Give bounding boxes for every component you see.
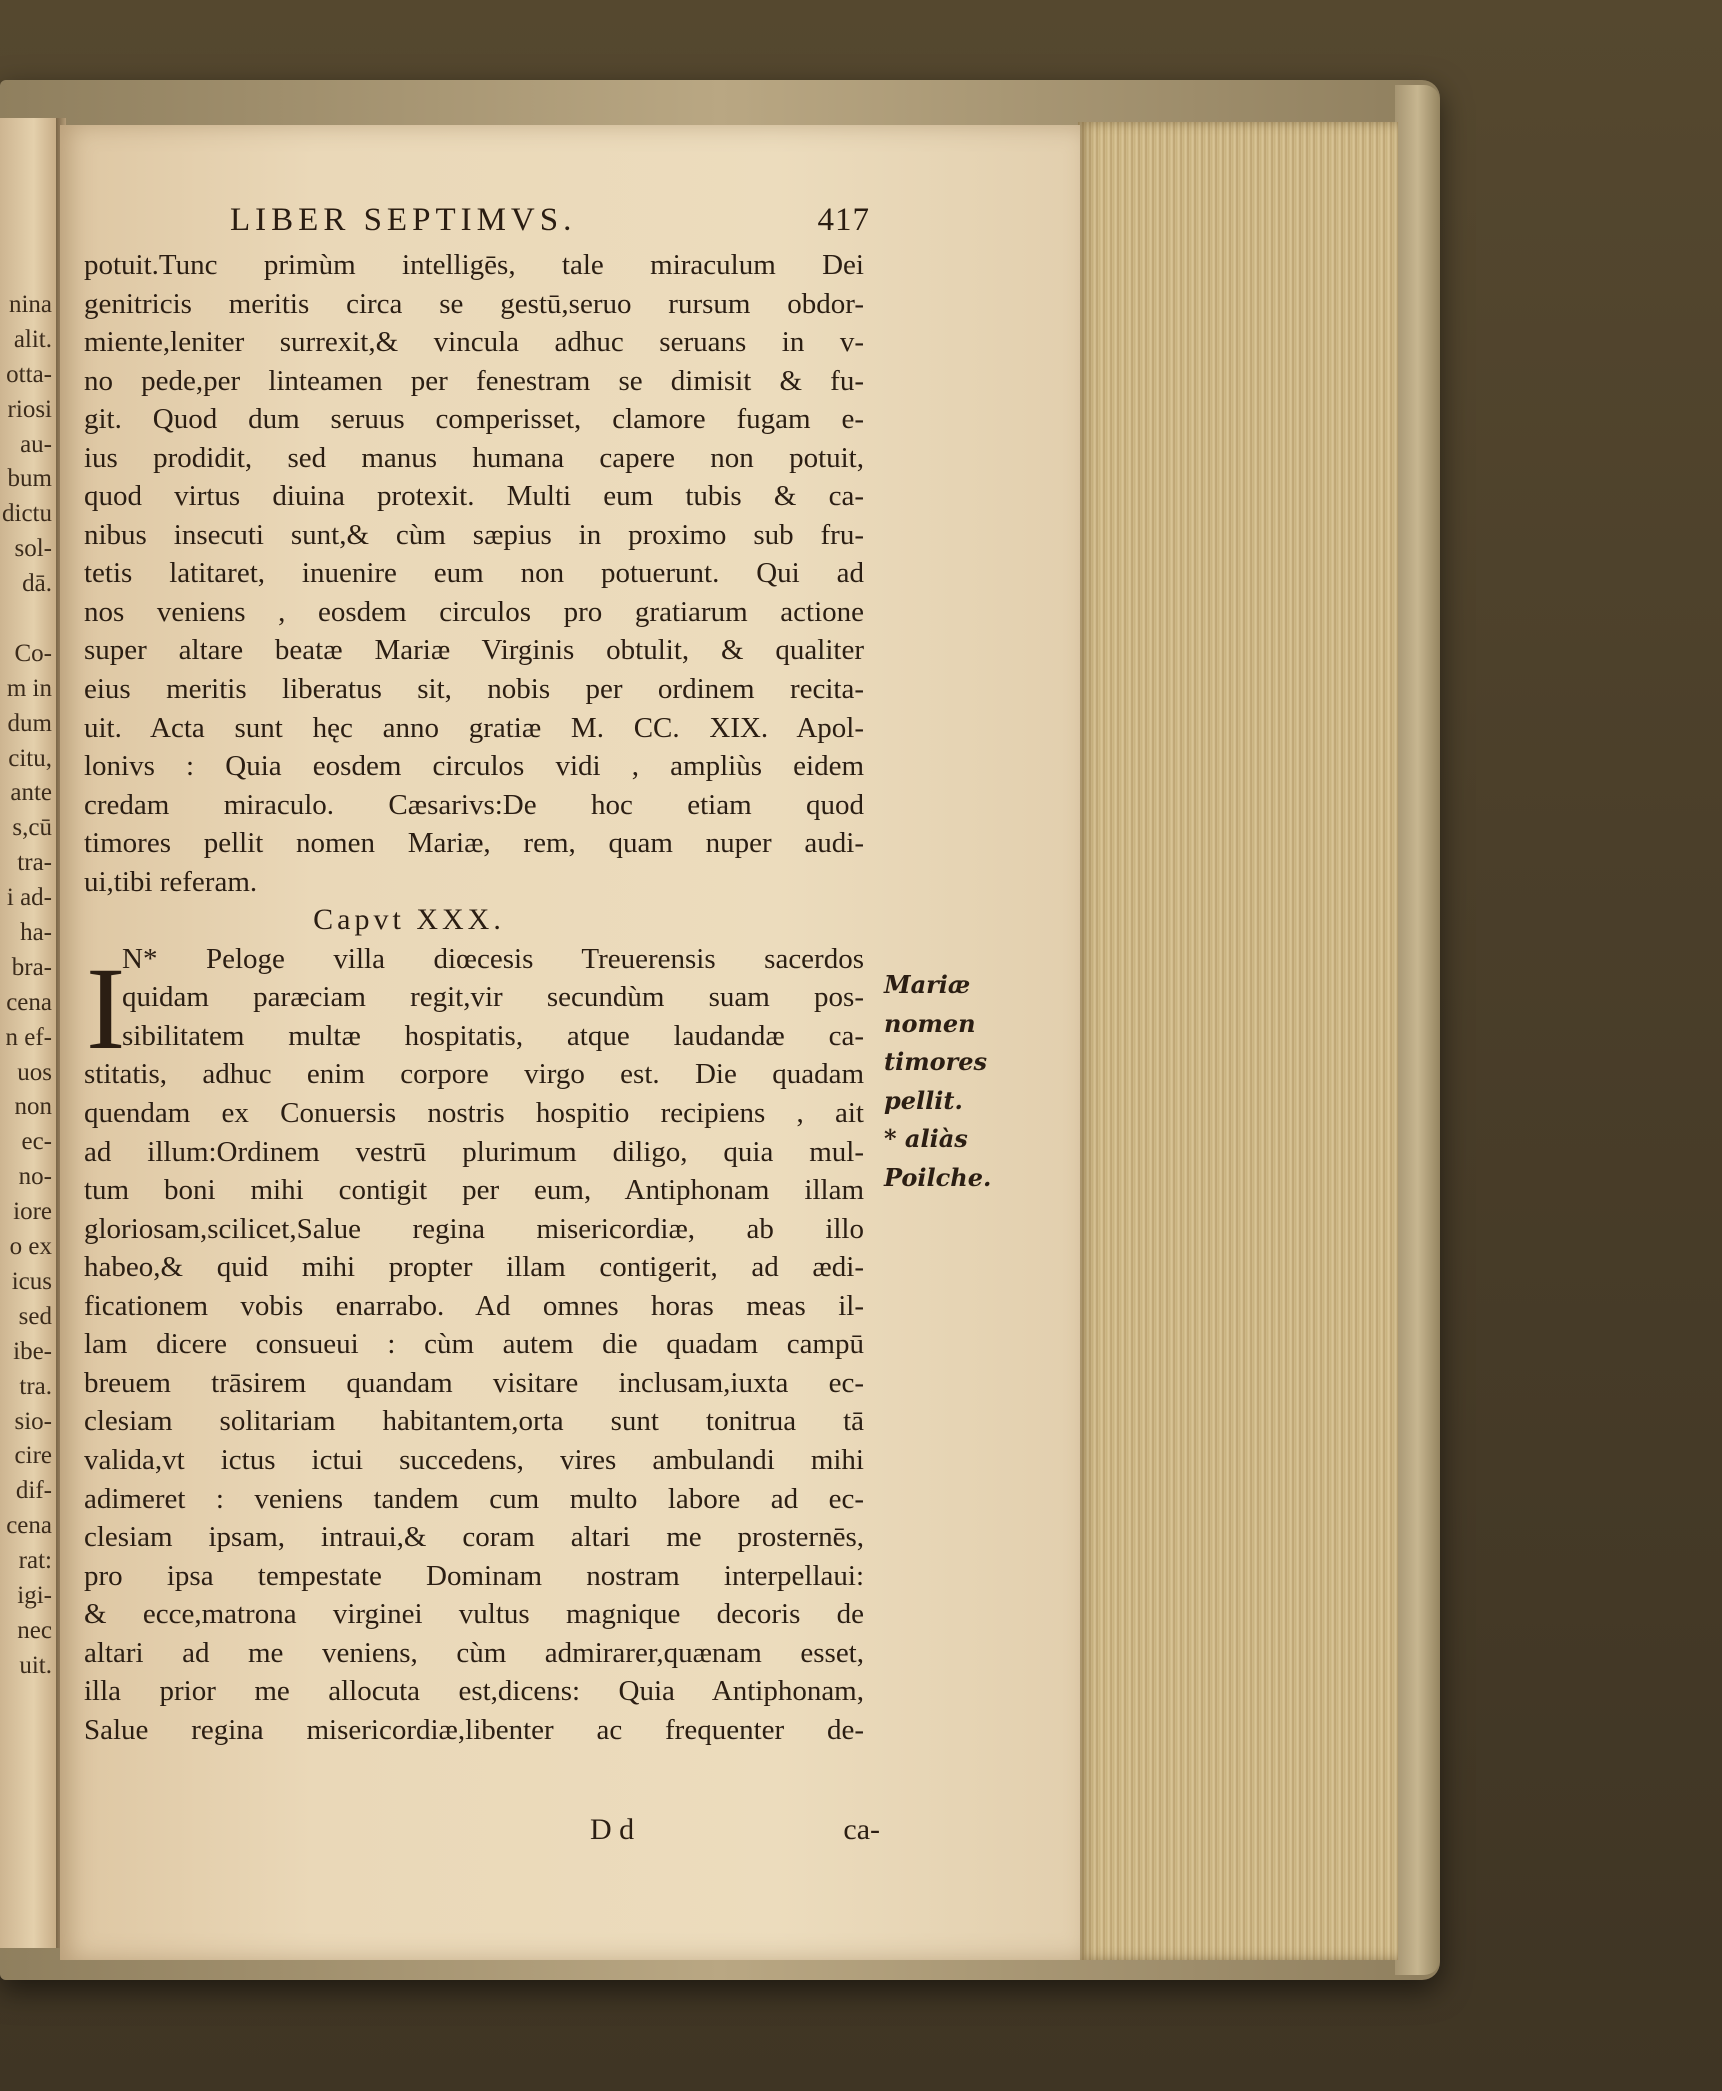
text-line: lonivs : Quia eosdem circulos vidi , ampliùs eidem: [84, 750, 864, 783]
marginal-note-line: Mariæ: [884, 970, 971, 999]
left-fragment: nec: [17, 1616, 52, 1644]
text-line: super altare beatæ Mariæ Virginis obtulit, & qualiter: [84, 634, 864, 667]
left-fragment: uos: [17, 1058, 52, 1086]
text-line: nos veniens , eosdem circulos pro gratiarum actione: [84, 595, 864, 628]
left-fragment: dum: [7, 709, 52, 737]
left-fragment: bum: [7, 465, 52, 493]
text-line: valida,vt ictus ictui succedens, vires ambulandi mihi: [84, 1443, 864, 1476]
left-fragment: ec-: [21, 1128, 52, 1156]
left-page-text-fragments: [0, 288, 56, 1684]
running-head: [230, 202, 870, 242]
left-fragment: tra-: [17, 849, 52, 877]
text-line: Salue regina misericordiæ,libenter ac frequenter de-: [84, 1713, 864, 1746]
text-before-chapter: [84, 246, 864, 901]
marginal-note-line: Poilche.: [884, 1162, 992, 1192]
marginal-note-line: * aliàs: [884, 1124, 968, 1154]
marginal-note: [884, 966, 1014, 1197]
text-line: credam miraculo. Cæsarivs:De hoc etiam quod: [84, 788, 864, 821]
text-line: breuem trāsirem quandam visitare inclusam,iuxta ec-: [84, 1366, 864, 1399]
left-fragment: sol-: [14, 535, 52, 563]
text-line: pro ipsa tempestate Dominam nostram interpellaui:: [84, 1559, 864, 1592]
text-line: illa prior me allocuta est,dicens: Quia Antiphonam,: [84, 1675, 864, 1708]
drop-cap: I: [86, 942, 126, 1074]
left-fragment: m in: [6, 674, 52, 702]
text-line: quidam paræciam regit,vir secundùm suam pos-: [122, 981, 864, 1014]
text-line: ad illum:Ordinem vestrū plurimum diligo, quia mul-: [84, 1135, 864, 1168]
left-fragment: dā.: [22, 570, 52, 598]
left-fragment: sed: [18, 1302, 52, 1330]
marginal-note-line: pellit.: [884, 1085, 963, 1115]
catchline: [590, 1813, 880, 1853]
signature-mark: D d: [590, 1813, 635, 1846]
text-line: miente,leniter surrexit,& vincula adhuc seruans in v-: [84, 326, 864, 359]
text-line: no pede,per linteamen per fenestram se dimisit & fu-: [84, 364, 864, 397]
left-fragment: i ad-: [6, 884, 52, 912]
text-line: clesiam ipsam, intraui,& coram altari me prosternēs,: [84, 1521, 864, 1554]
left-fragment: nina: [8, 291, 52, 318]
text-line: lam dicere consueui : cùm autem die quadam campū: [84, 1328, 864, 1361]
text-line: quod virtus diuina protexit. Multi eum tubis & ca-: [84, 480, 864, 513]
text-line: eius meritis liberatus sit, nobis per ordinem recita-: [84, 673, 864, 706]
text-line: ui,tibi referam.: [84, 865, 258, 898]
chapter-heading: Capvt XXX.: [313, 903, 505, 937]
left-fragment: iore: [13, 1198, 52, 1226]
left-fragment: sio-: [14, 1407, 52, 1435]
left-fragment: [0, 602, 52, 637]
text-line: genitricis meritis circa se gestū,seruo rursum obdor-: [84, 287, 864, 320]
left-fragment: ha-: [20, 919, 52, 947]
marginal-note-line: nomen: [884, 1008, 976, 1038]
left-fragment: au-: [20, 430, 52, 458]
main-text-block: [84, 246, 864, 1749]
left-fragment: citu,: [8, 744, 52, 772]
text-line: timores pellit nomen Mariæ, rem, quam nuper audi-: [84, 827, 864, 860]
left-fragment: o ex: [9, 1233, 52, 1261]
text-line: ius prodidit, sed manus humana capere non potuit,: [84, 441, 864, 474]
text-line: habeo,& quid mihi propter illam contigerit, ad ædi-: [84, 1251, 864, 1284]
text-line: uit. Acta sunt hęc anno gratiæ M. CC. XIX. Apol-: [84, 711, 864, 744]
marginal-note-line: timores: [884, 1047, 988, 1077]
left-fragment: tra.: [19, 1372, 52, 1400]
text-line: potuit.Tunc primùm intelligēs, tale miraculum Dei: [84, 249, 864, 281]
left-fragment: rat:: [18, 1547, 52, 1575]
text-line: altari ad me veniens, cùm admirarer,quænam esset,: [84, 1636, 864, 1669]
text-line: ficationem vobis enarrabo. Ad omnes horas meas il-: [84, 1289, 864, 1322]
book-cover-edge: [1395, 85, 1440, 1975]
text-line: nibus insecuti sunt,& cùm sæpius in proximo sub fru-: [84, 518, 864, 551]
text-line: stitatis, adhuc enim corpore virgo est. Die quadam: [84, 1058, 864, 1091]
left-fragment: dif-: [15, 1477, 52, 1505]
left-fragment: dictu: [2, 500, 52, 528]
chapter-lines: [84, 940, 864, 1749]
text-line: sibilitatem multæ hospitatis, atque laudandæ ca-: [122, 1019, 864, 1052]
text-line: tetis latitaret, inuenire eum non potuerunt. Qui ad: [84, 557, 864, 590]
running-head-title: LIBER SEPTIMVS.: [230, 202, 577, 238]
chapter-text: [84, 940, 864, 1749]
text-line: quendam ex Conuersis nostris hospitio recipiens , ait: [84, 1097, 864, 1130]
text-line: tum boni mihi contigit per eum, Antiphonam illam: [84, 1174, 864, 1207]
left-fragment: no-: [18, 1163, 52, 1191]
left-fragment: cena: [6, 988, 52, 1016]
left-fragment: non: [14, 1093, 52, 1121]
left-fragment: n ef-: [5, 1023, 52, 1051]
left-fragment: riosi: [7, 395, 52, 423]
left-fragment: bra-: [11, 953, 52, 981]
left-fragment: uit.: [19, 1651, 52, 1679]
left-fragment: s,cū: [12, 814, 52, 842]
left-fragment: alit.: [13, 325, 52, 353]
left-page-fragment: [0, 118, 56, 1948]
left-fragment: cena: [6, 1512, 52, 1540]
left-fragment: cire: [14, 1442, 52, 1470]
left-fragment: Co-: [14, 639, 52, 667]
text-line: N* Peloge villa diœcesis Treuerensis sacerdos: [122, 942, 864, 975]
page-number: 417: [817, 202, 870, 238]
left-fragment: ante: [10, 779, 52, 807]
text-line: adimeret : veniens tandem cum multo labore ad ec-: [84, 1482, 864, 1515]
catchword: ca-: [843, 1813, 880, 1846]
text-line: gloriosam,scilicet,Salue regina misericordiæ, ab illo: [84, 1212, 864, 1245]
left-fragment: ibe-: [13, 1337, 52, 1365]
left-fragment: icus: [11, 1267, 52, 1295]
page-edges: [1078, 122, 1398, 1960]
text-line: clesiam solitariam habitantem,orta sunt tonitrua tā: [84, 1405, 864, 1438]
text-line: git. Quod dum seruus comperisset, clamore fugam e-: [84, 403, 864, 436]
text-line: & ecce,matrona virginei vultus magnique decoris de: [84, 1598, 864, 1631]
left-fragment: igi-: [17, 1581, 52, 1609]
left-fragment: otta-: [6, 360, 52, 388]
